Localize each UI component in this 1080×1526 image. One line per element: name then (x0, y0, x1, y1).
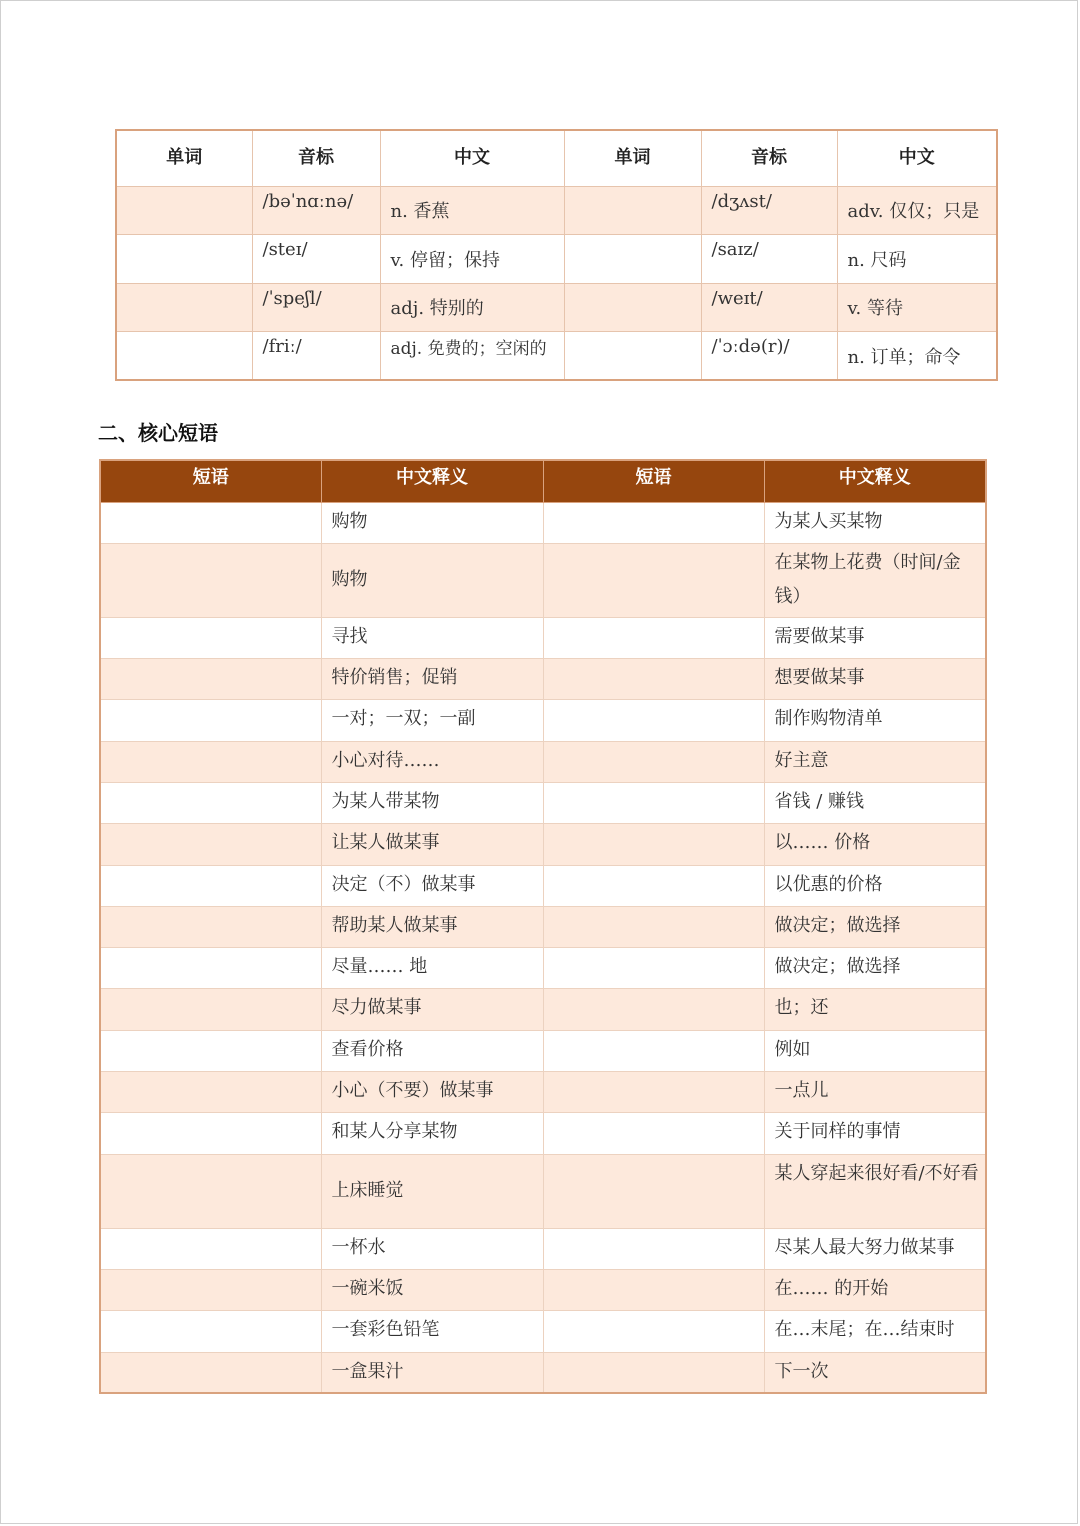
word-cell-blank (564, 235, 701, 284)
vocab-row (116, 332, 997, 381)
phrase-row (100, 700, 986, 741)
phrase-cell-blank (100, 1352, 321, 1393)
phrase-cell-blank (100, 906, 321, 947)
phrase-meaning-cell: 下一次 (764, 1352, 986, 1393)
phrase-row (100, 824, 986, 865)
header-word: 单词 (564, 130, 701, 186)
header-phrase: 短语 (543, 460, 764, 502)
phonetic-cell: /dʒʌst/ (701, 186, 837, 235)
chinese-cell: v. 等待 (837, 283, 997, 332)
phrase-cell-blank (543, 1352, 764, 1393)
phrase-meaning-cell: 购物 (321, 543, 543, 617)
phrase-cell-blank (100, 782, 321, 823)
phrase-cell-blank (100, 865, 321, 906)
phrase-cell-blank (543, 1228, 764, 1269)
phrase-meaning-cell: 一碗米饭 (321, 1269, 543, 1310)
phrase-row (100, 865, 986, 906)
phrase-meaning-cell: 一盒果汁 (321, 1352, 543, 1393)
vocab-row (116, 235, 997, 284)
phrase-cell-blank (543, 1154, 764, 1228)
phrase-row (100, 948, 986, 989)
phrase-meaning-cell: 一套彩色铅笔 (321, 1311, 543, 1352)
phrase-meaning-cell: 以优惠的价格 (764, 865, 986, 906)
phrase-cell-blank (543, 1113, 764, 1154)
phrase-cell-blank (543, 1269, 764, 1310)
phrase-meaning-cell: 做决定；做选择 (764, 906, 986, 947)
phrase-meaning-cell: 让某人做某事 (321, 824, 543, 865)
phrase-meaning-cell: 一杯水 (321, 1228, 543, 1269)
phrase-meaning-cell: 省钱 / 赚钱 (764, 782, 986, 823)
phrase-row (100, 1228, 986, 1269)
phrase-row (100, 741, 986, 782)
phrases-table (99, 459, 987, 1394)
word-cell-blank (564, 186, 701, 235)
header-phonetic: 音标 (701, 130, 837, 186)
phrase-row (100, 1352, 986, 1393)
header-phonetic: 音标 (252, 130, 380, 186)
phonetic-cell: /weɪt/ (701, 283, 837, 332)
phrase-row (100, 617, 986, 658)
phrase-cell-blank (100, 741, 321, 782)
phrase-row (100, 659, 986, 700)
phrase-cell-blank (100, 617, 321, 658)
phonetic-cell: /ˈɔːdə(r)/ (701, 332, 837, 381)
word-cell-blank (564, 283, 701, 332)
phrase-row (100, 543, 986, 617)
phrase-meaning-cell: 一对；一双；一副 (321, 700, 543, 741)
phrase-cell-blank (100, 1154, 321, 1228)
phrase-cell-blank (543, 906, 764, 947)
phrase-cell-blank (543, 824, 764, 865)
phrases-header-row (100, 460, 986, 502)
phonetic-cell: /bəˈnɑːnə/ (252, 186, 380, 235)
chinese-cell: n. 尺码 (837, 235, 997, 284)
phrase-meaning-cell: 一点儿 (764, 1072, 986, 1113)
phonetic-cell: /ˈspeʃl/ (252, 283, 380, 332)
phrase-cell-blank (543, 741, 764, 782)
word-cell-blank (116, 235, 252, 284)
phrase-row (100, 989, 986, 1030)
vocab-row (116, 186, 997, 235)
header-phrase: 短语 (100, 460, 321, 502)
phrase-meaning-cell: 小心对待…… (321, 741, 543, 782)
phrase-meaning-cell: 特价销售；促销 (321, 659, 543, 700)
phrase-cell-blank (543, 782, 764, 823)
phrase-cell-blank (543, 1311, 764, 1352)
phrase-row (100, 1269, 986, 1310)
phonetic-cell: /saɪz/ (701, 235, 837, 284)
phrase-meaning-cell: 决定（不）做某事 (321, 865, 543, 906)
phrase-meaning-cell: 需要做某事 (764, 617, 986, 658)
header-chinese: 中文 (380, 130, 564, 186)
phrase-meaning-cell: 以…… 价格 (764, 824, 986, 865)
vocab-row (116, 283, 997, 332)
phrase-meaning-cell: 制作购物清单 (764, 700, 986, 741)
phrase-meaning-cell: 关于同样的事情 (764, 1113, 986, 1154)
phrase-cell-blank (543, 1072, 764, 1113)
chinese-cell: n. 香蕉 (380, 186, 564, 235)
phrase-cell-blank (100, 824, 321, 865)
phrase-cell-blank (100, 659, 321, 700)
phrase-cell-blank (543, 700, 764, 741)
phrase-meaning-cell: 也；还 (764, 989, 986, 1030)
phonetic-cell: /steɪ/ (252, 235, 380, 284)
phrase-meaning-cell: 寻找 (321, 617, 543, 658)
header-word: 单词 (116, 130, 252, 186)
phrase-row (100, 1154, 986, 1228)
phrase-cell-blank (543, 865, 764, 906)
phrase-cell-blank (543, 1030, 764, 1071)
phrase-cell-blank (100, 700, 321, 741)
chinese-cell: adj. 免费的；空闲的 (380, 332, 564, 381)
phrase-cell-blank (100, 1228, 321, 1269)
phrase-cell-blank (543, 948, 764, 989)
chinese-cell: n. 订单；命令 (837, 332, 997, 381)
phrase-meaning-cell: 做决定；做选择 (764, 948, 986, 989)
phrase-meaning-cell: 为某人带某物 (321, 782, 543, 823)
phrase-meaning-cell: 想要做某事 (764, 659, 986, 700)
phrase-meaning-cell: 在…… 的开始 (764, 1269, 986, 1310)
phrase-cell-blank (100, 502, 321, 543)
phrase-meaning-cell: 小心（不要）做某事 (321, 1072, 543, 1113)
phrase-meaning-cell: 帮助某人做某事 (321, 906, 543, 947)
chinese-cell: adj. 特别的 (380, 283, 564, 332)
phrase-cell-blank (543, 989, 764, 1030)
phrase-meaning-cell: 某人穿起来很好看/不好看 (764, 1154, 986, 1228)
phrase-cell-blank (100, 1072, 321, 1113)
phrase-meaning-cell: 购物 (321, 502, 543, 543)
header-chinese-meaning: 中文释义 (321, 460, 543, 502)
phrase-cell-blank (100, 1030, 321, 1071)
phrase-meaning-cell: 为某人买某物 (764, 502, 986, 543)
phrase-meaning-cell: 好主意 (764, 741, 986, 782)
phrase-cell-blank (100, 948, 321, 989)
chinese-cell: adv. 仅仅；只是 (837, 186, 997, 235)
phonetic-cell: /friː/ (252, 332, 380, 381)
section-title-core-phrases: 二、核心短语 (98, 421, 218, 445)
word-cell-blank (116, 186, 252, 235)
header-chinese: 中文 (837, 130, 997, 186)
phrase-meaning-cell: 在…末尾；在…结束时 (764, 1311, 986, 1352)
phrase-cell-blank (100, 543, 321, 617)
phrase-meaning-cell: 尽某人最大努力做某事 (764, 1228, 986, 1269)
phrase-meaning-cell: 尽力做某事 (321, 989, 543, 1030)
vocabulary-table (115, 129, 998, 381)
phrase-row (100, 1311, 986, 1352)
phrase-meaning-cell: 查看价格 (321, 1030, 543, 1071)
phrase-meaning-cell: 在某物上花费（时间/金钱） (764, 543, 986, 617)
phrase-cell-blank (543, 502, 764, 543)
phrase-meaning-cell: 上床睡觉 (321, 1154, 543, 1228)
phrase-row (100, 1072, 986, 1113)
phrase-cell-blank (543, 543, 764, 617)
word-cell-blank (564, 332, 701, 381)
vocab-header-row (116, 130, 997, 186)
phrase-meaning-cell: 尽量…… 地 (321, 948, 543, 989)
phrase-row (100, 1030, 986, 1071)
header-chinese-meaning: 中文释义 (764, 460, 986, 502)
phrase-row (100, 782, 986, 823)
word-cell-blank (116, 332, 252, 381)
phrase-row (100, 502, 986, 543)
phrase-cell-blank (543, 617, 764, 658)
phrase-row (100, 1113, 986, 1154)
chinese-cell: v. 停留；保持 (380, 235, 564, 284)
phrase-cell-blank (100, 989, 321, 1030)
phrase-meaning-cell: 和某人分享某物 (321, 1113, 543, 1154)
phrase-cell-blank (543, 659, 764, 700)
phrase-cell-blank (100, 1113, 321, 1154)
phrase-row (100, 906, 986, 947)
word-cell-blank (116, 283, 252, 332)
phrase-cell-blank (100, 1269, 321, 1310)
phrase-meaning-cell: 例如 (764, 1030, 986, 1071)
phrase-cell-blank (100, 1311, 321, 1352)
